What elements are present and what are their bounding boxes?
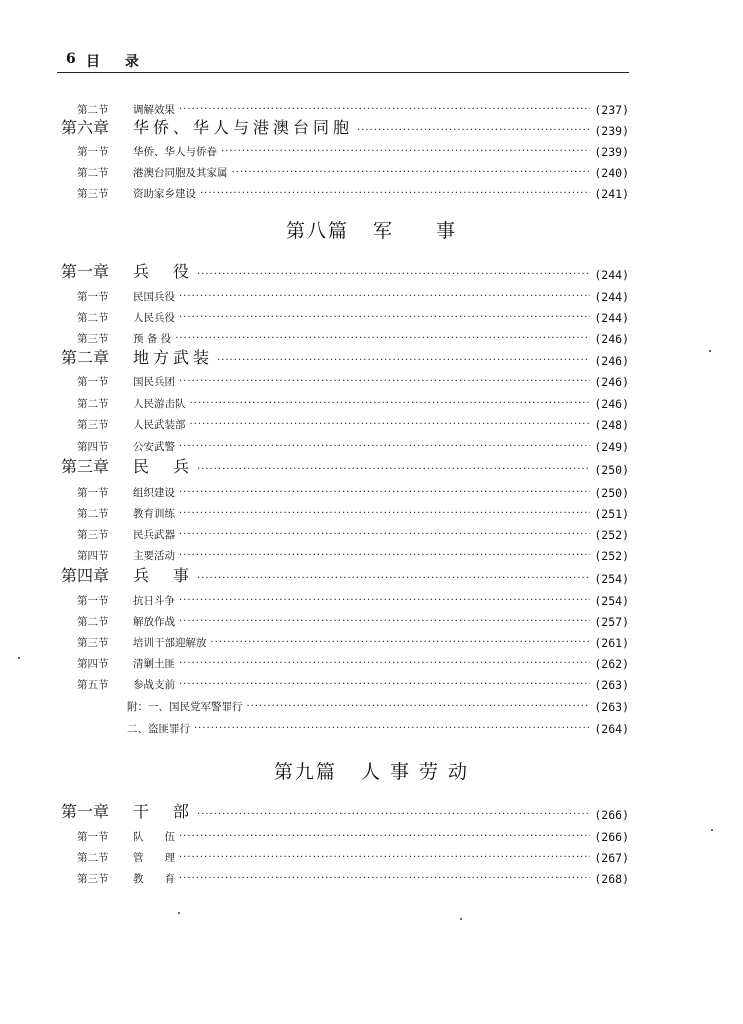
entry-page-number: (263) — [594, 678, 629, 692]
entry-page-number: (266) — [594, 808, 629, 822]
part-title — [0, 216, 743, 243]
entry-page-number: (251) — [594, 507, 629, 521]
dot-leader — [179, 440, 590, 454]
entry-number: 第一节 — [77, 291, 109, 303]
part-name: 军 事 — [373, 220, 458, 242]
chapter-entry — [57, 262, 629, 282]
entry-number: 第一节 — [77, 595, 109, 607]
entry-number: 第三节 — [77, 637, 109, 649]
entry-title: 参战支前 — [133, 679, 175, 691]
entry-number: 第一节 — [77, 146, 109, 158]
entry-page-number: (263) — [594, 700, 629, 714]
entry-page-number: (268) — [594, 872, 629, 886]
scan-speck — [178, 912, 180, 914]
section-entry — [57, 522, 629, 542]
dot-leader — [200, 187, 590, 201]
entry-number: 第二节 — [77, 852, 109, 864]
entry-label — [57, 454, 193, 477]
entry-label — [57, 527, 175, 542]
entry-label — [57, 677, 175, 692]
chapter-entry — [57, 566, 629, 586]
header-title: 目 录 — [86, 54, 149, 70]
entry-number: 第一节 — [77, 487, 109, 499]
entry-number: 第四章 — [61, 566, 110, 585]
entry-title: 解放作战 — [133, 616, 175, 628]
dot-leader — [179, 549, 590, 563]
entry-number: 第三章 — [61, 457, 110, 476]
entry-number: 第一节 — [77, 831, 109, 843]
dot-leader — [179, 507, 590, 521]
entry-label — [57, 289, 175, 304]
section-entry — [57, 160, 629, 180]
section-entry — [57, 824, 629, 844]
entry-title: 干 部 — [133, 802, 194, 821]
entry-title: 公安武警 — [133, 441, 175, 453]
entry-label — [57, 614, 175, 629]
dot-leader — [190, 397, 591, 411]
entry-page-number: (240) — [594, 166, 629, 180]
entry-title: 民兵武器 — [133, 529, 175, 541]
dot-leader — [211, 636, 591, 650]
section-entry — [57, 181, 629, 201]
section-entry — [57, 588, 629, 608]
entry-label — [57, 799, 193, 822]
entry-number: 第二节 — [77, 104, 109, 116]
part-name: 人 事 劳 动 — [360, 761, 470, 783]
entry-page-number: (239) — [594, 124, 629, 138]
part-number: 第八篇 — [285, 220, 349, 242]
entry-title: 兵 事 — [133, 566, 194, 585]
entry-page-number: (246) — [594, 397, 629, 411]
scan-speck — [460, 918, 462, 920]
section-entry — [57, 651, 629, 671]
entry-title: 国民兵团 — [133, 376, 175, 388]
entry-title: 人民兵役 — [133, 312, 175, 324]
scan-speck — [711, 829, 713, 831]
entry-label — [57, 417, 186, 432]
entry-page-number: (262) — [594, 657, 629, 671]
entry-page-number: (252) — [594, 549, 629, 563]
section-entry — [57, 630, 629, 650]
entry-title: 港澳台同胞及其家属 — [133, 167, 228, 179]
entry-number: 附： — [127, 701, 148, 713]
entry-page-number: (261) — [594, 636, 629, 650]
section-entry — [57, 609, 629, 629]
section-entry — [57, 97, 629, 117]
entry-number: 第二节 — [77, 312, 109, 324]
entry-title: 预 备 役 — [133, 333, 172, 345]
appendix-entry — [57, 716, 629, 736]
entry-number: 第一节 — [77, 376, 109, 388]
dot-leader — [179, 375, 590, 389]
entry-page-number: (254) — [594, 572, 629, 586]
entry-number: 第三节 — [77, 529, 109, 541]
entry-label — [57, 331, 171, 346]
entry-title: 民国兵役 — [133, 291, 175, 303]
part-number: 第九篇 — [273, 761, 337, 783]
entry-page-number: (246) — [594, 375, 629, 389]
dot-leader — [179, 615, 590, 629]
entry-page-number: (249) — [594, 440, 629, 454]
entry-label — [57, 548, 175, 563]
entry-title: 主要活动 — [133, 550, 175, 562]
dot-leader — [179, 657, 590, 671]
appendix-entry — [57, 694, 629, 714]
entry-title: 调解效果 — [133, 104, 175, 116]
entry-label — [57, 721, 190, 736]
dot-leader — [197, 268, 590, 282]
dot-leader — [179, 872, 590, 886]
entry-label — [57, 165, 228, 180]
dot-leader — [221, 145, 590, 159]
entry-label — [57, 635, 207, 650]
entry-page-number: (264) — [594, 722, 629, 736]
dot-leader — [179, 830, 590, 844]
entry-label — [57, 259, 193, 282]
dot-leader — [179, 486, 590, 500]
entry-title: 教育训练 — [133, 508, 175, 520]
entry-title: 兵 役 — [133, 262, 194, 281]
entry-page-number: (241) — [594, 187, 629, 201]
entry-page-number: (237) — [594, 103, 629, 117]
entry-title: 人民武装部 — [133, 419, 186, 431]
entry-label — [57, 506, 175, 521]
entry-number: 第一章 — [61, 802, 110, 821]
entry-page-number: (250) — [594, 463, 629, 477]
entry-number: 第四节 — [77, 658, 109, 670]
entry-title: 抗日斗争 — [133, 595, 175, 607]
entry-number: 第三节 — [77, 873, 109, 885]
entry-page-number: (244) — [594, 290, 629, 304]
dot-leader — [232, 166, 591, 180]
entry-title: 人民游击队 — [133, 398, 186, 410]
section-entry — [57, 284, 629, 304]
entry-number: 第五节 — [77, 679, 109, 691]
section-entry — [57, 866, 629, 886]
entry-page-number: (246) — [594, 354, 629, 368]
section-entry — [57, 434, 629, 454]
dot-leader — [247, 700, 591, 714]
entry-title: 资助家乡建设 — [133, 188, 196, 200]
entry-number: 第三节 — [77, 188, 109, 200]
entry-number: 第二章 — [61, 348, 110, 367]
dot-leader — [179, 290, 590, 304]
scan-speck — [18, 657, 20, 659]
section-entry — [57, 501, 629, 521]
header-page-number: 6 — [66, 51, 76, 67]
entry-title: 教 育 — [133, 873, 175, 885]
chapter-entry — [57, 118, 629, 138]
entry-label — [57, 563, 193, 586]
entry-page-number: (250) — [594, 486, 629, 500]
entry-page-number: (246) — [594, 332, 629, 346]
dot-leader — [357, 124, 590, 138]
entry-title: 管 理 — [133, 852, 175, 864]
entry-title: 队 伍 — [133, 831, 175, 843]
entry-title: 华侨、华人与港澳台同胞 — [133, 118, 354, 137]
entry-page-number: (267) — [594, 851, 629, 865]
dot-leader — [194, 722, 590, 736]
dot-leader — [197, 463, 590, 477]
entry-title: 培训干部迎解放 — [133, 637, 207, 649]
dot-leader — [179, 311, 590, 325]
section-entry — [57, 305, 629, 325]
entry-title: 民 兵 — [133, 457, 194, 476]
entry-number: 第二节 — [77, 508, 109, 520]
entry-page-number: (252) — [594, 528, 629, 542]
section-entry — [57, 326, 629, 346]
entry-label — [57, 850, 175, 865]
section-entry — [57, 391, 629, 411]
entry-label — [57, 186, 196, 201]
dot-leader — [179, 528, 590, 542]
dot-leader — [179, 851, 590, 865]
entry-number: 第二节 — [77, 616, 109, 628]
entry-label — [57, 699, 243, 714]
entry-label — [57, 871, 175, 886]
header-rule — [57, 72, 629, 73]
chapter-entry — [57, 348, 629, 368]
entry-number: 第三节 — [77, 419, 109, 431]
entry-number: 第六章 — [61, 118, 110, 137]
section-entry — [57, 412, 629, 432]
dot-leader — [197, 808, 590, 822]
dot-leader — [175, 332, 590, 346]
entry-number: 第四节 — [77, 441, 109, 453]
library-stamp — [0, 0, 47, 47]
entry-title: 组织建设 — [133, 487, 175, 499]
entry-label — [57, 396, 186, 411]
entry-title: 地方武装 — [133, 348, 214, 367]
entry-page-number: (257) — [594, 615, 629, 629]
entry-page-number: (244) — [594, 268, 629, 282]
chapter-entry — [57, 457, 629, 477]
entry-label — [57, 656, 175, 671]
entry-label — [57, 310, 175, 325]
entry-title: 二、盗匪罪行 — [127, 723, 190, 735]
entry-label — [57, 439, 175, 454]
entry-page-number: (244) — [594, 311, 629, 325]
dot-leader — [190, 418, 591, 432]
dot-leader — [179, 678, 590, 692]
entry-label — [57, 593, 175, 608]
scan-speck — [709, 350, 711, 352]
entry-label — [57, 829, 175, 844]
entry-title: 华侨、华人与侨眷 — [133, 146, 217, 158]
entry-label — [57, 485, 175, 500]
entry-page-number: (239) — [594, 145, 629, 159]
dot-leader — [217, 354, 590, 368]
dot-leader — [179, 594, 590, 608]
entry-label — [57, 345, 213, 368]
chapter-entry — [57, 802, 629, 822]
entry-title: 一、国民党军警罪行 — [148, 701, 243, 713]
entry-label — [57, 374, 175, 389]
part-title — [0, 757, 743, 784]
entry-number: 第一章 — [61, 262, 110, 281]
section-entry — [57, 845, 629, 865]
entry-page-number: (248) — [594, 418, 629, 432]
entry-page-number: (254) — [594, 594, 629, 608]
dot-leader — [197, 572, 590, 586]
entry-label — [57, 144, 217, 159]
entry-number: 第四节 — [77, 550, 109, 562]
section-entry — [57, 672, 629, 692]
entry-number: 第二节 — [77, 167, 109, 179]
section-entry — [57, 139, 629, 159]
entry-title: 清剿土匪 — [133, 658, 175, 670]
entry-number: 第三节 — [77, 333, 109, 345]
section-entry — [57, 543, 629, 563]
section-entry — [57, 369, 629, 389]
section-entry — [57, 480, 629, 500]
entry-number: 第二节 — [77, 398, 109, 410]
entry-label — [57, 115, 353, 138]
entry-page-number: (266) — [594, 830, 629, 844]
